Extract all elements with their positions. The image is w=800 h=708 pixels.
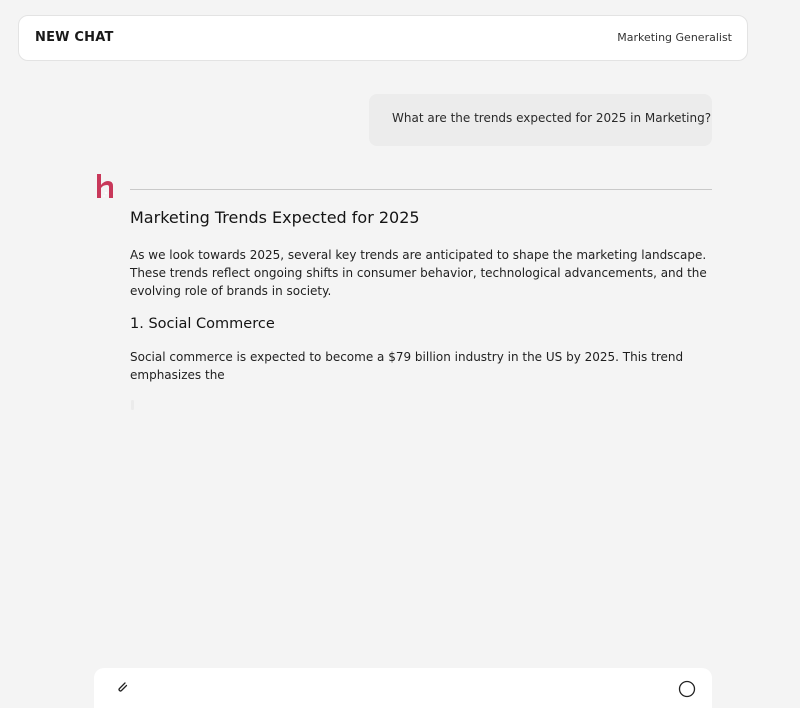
circle-icon[interactable]	[678, 680, 696, 698]
response-intro: As we look towards 2025, several key trends are anticipated to shape the marketing landscape. These trends reflect ongoing shifts in consumer behavior, technological advancements, and the evolving role of brands in society.	[130, 248, 707, 298]
chat-title: NEW CHAT	[35, 30, 114, 45]
chat-input-bar[interactable]	[94, 668, 712, 708]
streaming-cursor	[131, 400, 134, 410]
assistant-role-selector[interactable]: Marketing Generalist	[617, 31, 732, 44]
response-section-body: Social commerce is expected to become a $79 billion industry in the US by 2025. This trend emphasizes the	[130, 350, 684, 382]
user-message-bubble	[369, 94, 712, 146]
user-message-text: What are the trends expected for 2025 in Marketing?	[392, 111, 712, 125]
response-section-title: 1. Social Commerce	[130, 316, 275, 332]
paperclip-icon[interactable]	[114, 679, 130, 695]
assistant-divider	[130, 189, 712, 190]
chat-header	[18, 15, 748, 61]
response-title: Marketing Trends Expected for 2025	[130, 208, 420, 227]
h-logo-icon	[96, 173, 116, 199]
assistant-response	[130, 206, 715, 384]
